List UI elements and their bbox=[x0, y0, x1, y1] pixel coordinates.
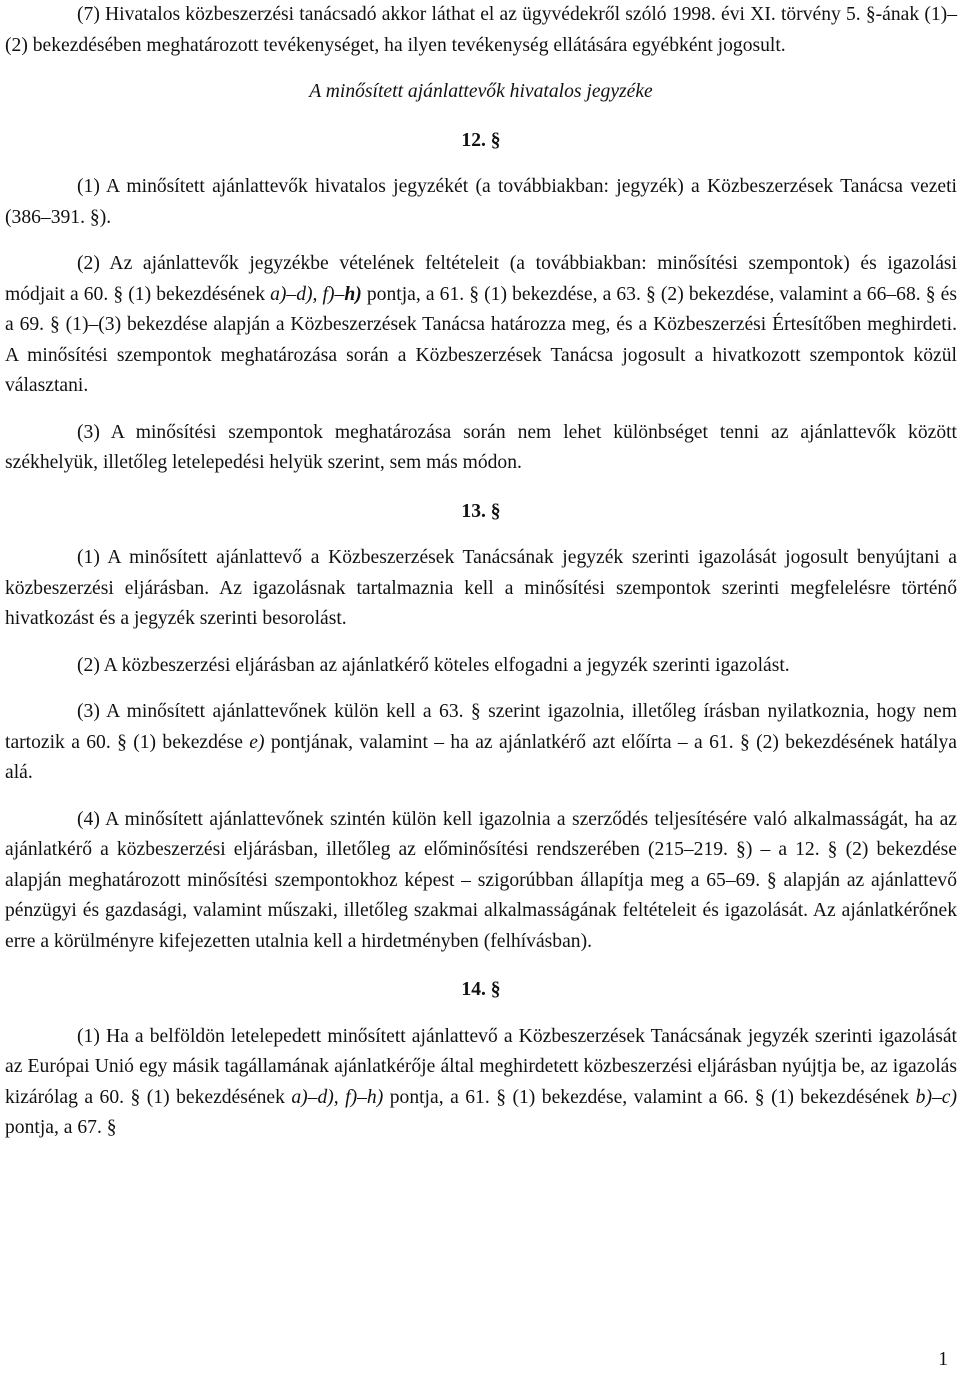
bold-italic-run: h) bbox=[344, 283, 362, 305]
page-number: 1 bbox=[938, 1349, 948, 1370]
section-13-paragraph-2: (2) A közbeszerzési eljárásban az ajánlatkérő köteles elfogadni a jegyzék szerinti igazolást. bbox=[77, 654, 790, 676]
section-14-paragraph-1 bbox=[5, 1022, 957, 1144]
text-run: pontja, a 61. § (1) bekezdése, valamint a 66. § (1) bekezdésének bbox=[383, 1086, 916, 1108]
italic-run: e) bbox=[249, 731, 265, 753]
section-14-title: 14. § bbox=[461, 979, 501, 1000]
section-12-title: 12. § bbox=[461, 129, 501, 151]
text-run: (3) A minősített ajánlattevőnek külön kell a 63. § szerint igazolnia, illetőleg írásban nyilatkoznia, hogy nem tartozik a 60. § (1) bekezdése bbox=[5, 701, 957, 753]
text-run: pontja, a 61. § (1) bekezdése, a 63. § (2) bekezdése, valamint a 66–68. § és a 69. § (1)–(3) bekezdése alapján a Közbeszerzések Tanácsa határozza meg, és a Közbeszerzési Értesítőben meghirdeti. A minősítési szempontok meghatározása során a Közbeszerzések Tanácsa jogosult a hivatkozott szempontok közül választani. bbox=[5, 283, 958, 396]
italic-run: a)–d), f)– bbox=[270, 283, 345, 305]
subheading-jegyzek: A minősített ajánlattevők hivatalos jegyzéke bbox=[309, 81, 653, 102]
section-12-paragraph-1: (1) A minősített ajánlattevők hivatalos jegyzékét (a továbbiakban: jegyzék) a Közbeszerzések Tanácsa vezeti (386–391. §). bbox=[5, 176, 957, 228]
text-run: pontja, a 67. § bbox=[5, 1117, 117, 1138]
text-run: (1) Ha a belföldön letelepedett minősített ajánlattevő a Közbeszerzések Tanácsának jegyzék szerinti igazolását az Európai Unió egy másik tagállamának ajánlatkérője által meghirdetett közbeszerzési eljárásban nyújtja be, az igazolás kizárólag a 60. § (1) bekezdésének bbox=[5, 1025, 957, 1108]
section-12-paragraph-3: (3) A minősítési szempontok meghatározása során nem lehet különbséget tenni az ajánlattevők között székhelyük, illetőleg letelepedési helyük szerint, sem más módon. bbox=[5, 421, 957, 473]
section-13-title: 13. § bbox=[461, 500, 501, 522]
italic-run: b)–c) bbox=[915, 1086, 958, 1108]
text-run: pontjának, valamint – ha az ajánlatkérő azt előírta – a 61. § (2) bekezdésének hatálya alá. bbox=[5, 731, 957, 783]
section-12-paragraph-2 bbox=[5, 249, 957, 402]
italic-run: a)–d), f)–h) bbox=[291, 1086, 384, 1108]
section-13-paragraph-4: (4) A minősített ajánlattevőnek szintén külön kell igazolnia a szerződés teljesítésére való alkalmasságát, ha az ajánlatkérő a közbeszerzési eljárásban, illetőleg az előminősítési rendszerében (215–219. §) – a 12. § (2) bekezdése alapján meghatározott minősítési szempontokhoz képest – szigorúbban állapítja meg a 65–69. § alapján az ajánlattevő pénzügyi és gazdasági, valamint műszaki, illetőleg szakmai alkalmasságának feltételeit és igazolását. Az ajánlatkérőnek erre a körülményre kifejezetten utalnia kell a hirdetményben (felhívásban). bbox=[5, 808, 957, 952]
text-run: (2) Az ajánlattevők jegyzékbe vételének feltételeit (a továbbiakban: minősítési szempontok) és igazolási módjait a 60. § (1) bekezdésének bbox=[5, 253, 957, 305]
paragraph-7-hivatalos: (7) Hivatalos közbeszerzési tanácsadó akkor láthat el az ügyvédekről szóló 1998. évi XI. törvény 5. §-ának (1)–(2) bekezdésében meghatározott tevékenységet, ha ilyen tevékenység ellátására egyébként jogosult. bbox=[5, 4, 957, 56]
section-13-paragraph-1: (1) A minősített ajánlattevő a Közbeszerzések Tanácsának jegyzék szerinti igazolását jogosult benyújtani a közbeszerzési eljárásban. Az igazolásnak tartalmaznia kell a minősítési szempontok szerinti megfelelésre történő hivatkozást és a jegyzék szerinti besorolást. bbox=[5, 547, 957, 629]
section-13-paragraph-3 bbox=[5, 697, 957, 789]
